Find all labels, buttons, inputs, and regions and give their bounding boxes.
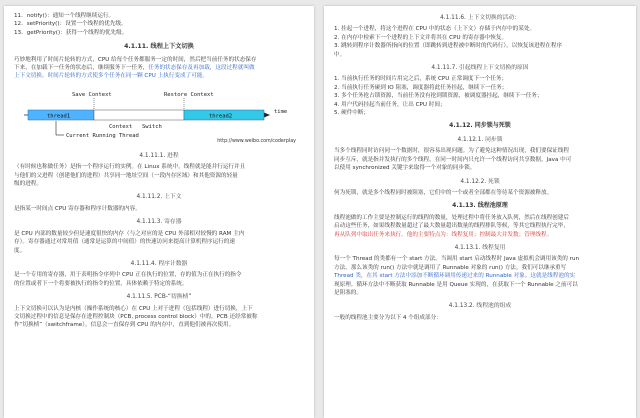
paragraph-line: 启动这些任务，如果线程数量超过了最大数量超出数量的线程排队等候，等其它线程执行完毕，	[334, 223, 569, 230]
paragraph-line: 的位置或者下一个将要被执行的指令的位置，具体依赖于特定的系统。	[14, 280, 188, 287]
paragraph-line: 巧妙地利用了时间片轮转的方式，CPU 给每个任务都服务一定的时间，然后把当前任务的状态保存	[14, 56, 257, 63]
subsection-heading: 4.1.13.1. 线程复用	[454, 244, 506, 251]
paragraph-line: 上下文切换。时间片轮转的方式使多个任务在同一颗 CPU 上执行变成了可能。	[14, 73, 208, 80]
list-item: 中。	[334, 51, 346, 58]
paragraph-line: 线程池做的工作主要是控制运行的线程的数量，处理过程中将任务放入队列，然后在线程创建后	[334, 214, 569, 221]
subsection-heading: 4.1.11.7. 引起线程上下文切换的原因	[431, 65, 529, 72]
paragraph-line: 一般的线程池主要分为以下 4 个组成部分：	[334, 314, 442, 321]
highlighted-text: 任务的状态保存及再加载，这段过程就叫做	[148, 65, 255, 72]
switch-label: Switch	[142, 123, 162, 130]
subsection-heading: 4.1.11.6. 上下文切换的活动：	[440, 15, 520, 21]
paragraph-line: 是 CPU 内部的数量较少但是速度很快的内存（与之对应的是 CPU 外部相对较慢的 RAM 主内	[14, 230, 245, 237]
subsection-heading: 4.1.11.1. 进程	[139, 152, 179, 159]
section-heading-context-switch: 4.1.11. 线程上下文切换	[124, 43, 194, 51]
paragraph-line: 当多个线程同时访问同一个数据时，很容易出现问题。为了避免这种情况出现，我们要保证线程	[334, 148, 569, 155]
method-list-item: 11．notify()：通知一个线程继续运行。	[14, 13, 115, 19]
paragraph-line: 方法。那么该类的 run() 方法中就是调用了 Runnable 对象的 run() 方法。我们可以继承重写	[334, 264, 567, 271]
right-page	[324, 6, 636, 418]
paragraph-line: 上下文切换可以认为是内核（操作系统的核心）在 CPU 上对于进程（包括线程）进行切换，上下	[14, 305, 253, 312]
list-item: 2. 当前执行任务碰到 IO 阻塞，调度器将此任务挂起，继续下一任务；	[334, 84, 508, 91]
subsection-heading: 4.1.12.2. 死锁	[460, 178, 500, 185]
paragraph-line: 文切换过程中的信息是保存在进程控制块（PCB, process control block）中的。PCB 还经常被称	[14, 313, 258, 320]
list-item: 5. 硬件中断；	[334, 110, 370, 117]
thread2-label: thread2	[209, 113, 233, 120]
source-url: http://www.weibo.com/coderplay	[217, 139, 296, 145]
subsection-heading: 4.1.11.2. 上下文	[136, 194, 182, 201]
section-heading-locks: 4.1.12. 同步锁与死锁	[449, 122, 511, 130]
context-switch-diagram	[14, 87, 304, 147]
subsection-heading: 4.1.11.5. PCB-“切换桢”	[126, 294, 192, 301]
restore-context-label: Restore Context	[164, 91, 214, 98]
section-heading-thread-pool: 4.1.13. 线程池原理	[452, 202, 508, 210]
subsection-heading: 4.1.11.4. 程序计数器	[130, 260, 188, 267]
paragraph-line: 再从队列中取出任务来执行。他的主要特点为：线程复用；控制最大并发数；管理线程。	[334, 231, 553, 238]
paragraph-line: 现原理。循环方法中不断获取 Runnable 是用 Queue 实现的，在获取下一个 Runnable 之前可以	[334, 281, 578, 288]
context-switch-gap	[94, 110, 184, 120]
paragraph-line: 以使用 synchronized 关键字来取得一个对象的同步锁。	[334, 165, 476, 172]
method-list-item: 12．setPriority()：设置一个线程的优先级。	[14, 21, 127, 28]
method-list-item: 13．getPriority()：获得一个线程的优先级。	[14, 29, 128, 36]
paragraph-line: 是一个专用的寄存器，用于表明指令序列中 CPU 正在执行的位置，存的值为正在执行的指令	[14, 272, 242, 279]
list-item: 4. 用户代码挂起当前任务，让出 CPU 时间；	[334, 101, 446, 108]
subsection-heading: 4.1.12.1. 同步锁	[457, 136, 503, 143]
time-label: time	[274, 108, 288, 115]
list-item: 1. 挂起一个进程，将这个进程在 CPU 中的状态（上下文）存储于内存中的某处。	[334, 26, 536, 33]
paragraph-line: 与他们的父进程（创建他们的进程）共享同一地址空间（一段内存区域）和其他资源的轻量	[14, 172, 238, 179]
list-item: 3. 跳转到程序计数器所指向的位置（即跳转到进程被中断时的代码行），以恢复该进程在程序	[334, 43, 563, 50]
list-item: 3. 多个任务抢占锁资源，当前任务没有抢到锁资源，被调度器挂起，继续下一任务；	[334, 93, 543, 100]
left-page	[4, 6, 314, 418]
paragraph-line: 何为死锁，就是多个线程同时被阻塞，它们中的一个或者全部都在等待某个资源被释放。	[334, 189, 553, 196]
context-label: Context	[109, 123, 133, 130]
current-running-label: Current Running Thread	[66, 132, 139, 139]
thread1-label: thread1	[47, 113, 71, 120]
subsection-heading: 4.1.11.3. 寄存器	[136, 219, 182, 226]
save-context-label: Save Context	[72, 91, 112, 98]
paragraph-line: 级的进程。	[14, 181, 42, 188]
paragraph-line: 是阻塞的。	[334, 289, 362, 296]
paragraph-line: 作“切换桢”（switchframe）。信息会一直保存到 CPU 的内存中，直到他们被再次使用。	[14, 322, 235, 329]
paragraph-line: 是指某一时间点 CPU 寄存器和程序计数器的内容。	[14, 205, 141, 212]
paragraph-line: 度。	[14, 247, 26, 254]
paragraph-line: （有时候也称做任务）是指一个程序运行的实例。在 Linux 系统中，线程就是能并行运行并且	[14, 164, 246, 171]
paragraph-line: 同步互斥，就是指并发执行的多个线程，在同一时间内只允许一个线程访问共享数据。Java 中可	[334, 156, 572, 163]
paragraph-line: 存）。寄存器通过对常用值（通常是运算的中间值）的快速访问来提高计算机程序运行的速	[14, 239, 235, 246]
list-item: 1. 当前执行任务的时间片用完之后，系统 CPU 正常调度下一个任务；	[334, 76, 508, 83]
paragraph-line: 每一个 Thread 的类都有一个 start 方法。当调用 start 启动线程时 Java 虚拟机会调用该类的 run	[334, 256, 580, 263]
paragraph-line: Thread 类，在其 start 方法中添加不断循环调用传递过来的 Runnable 对象。这就是线程池的实	[334, 273, 576, 280]
paragraph-line: 下来，在加载下一任务的状态后，继续服务下一任务，任务的状态保存及再加载，这段过程就叫做	[14, 65, 255, 72]
subsection-heading: 4.1.13.2. 线程池的组成	[448, 303, 512, 310]
list-item: 2. 在内存中检索下一个进程的上下文并将其在 CPU 的寄存器中恢复。	[334, 34, 508, 41]
